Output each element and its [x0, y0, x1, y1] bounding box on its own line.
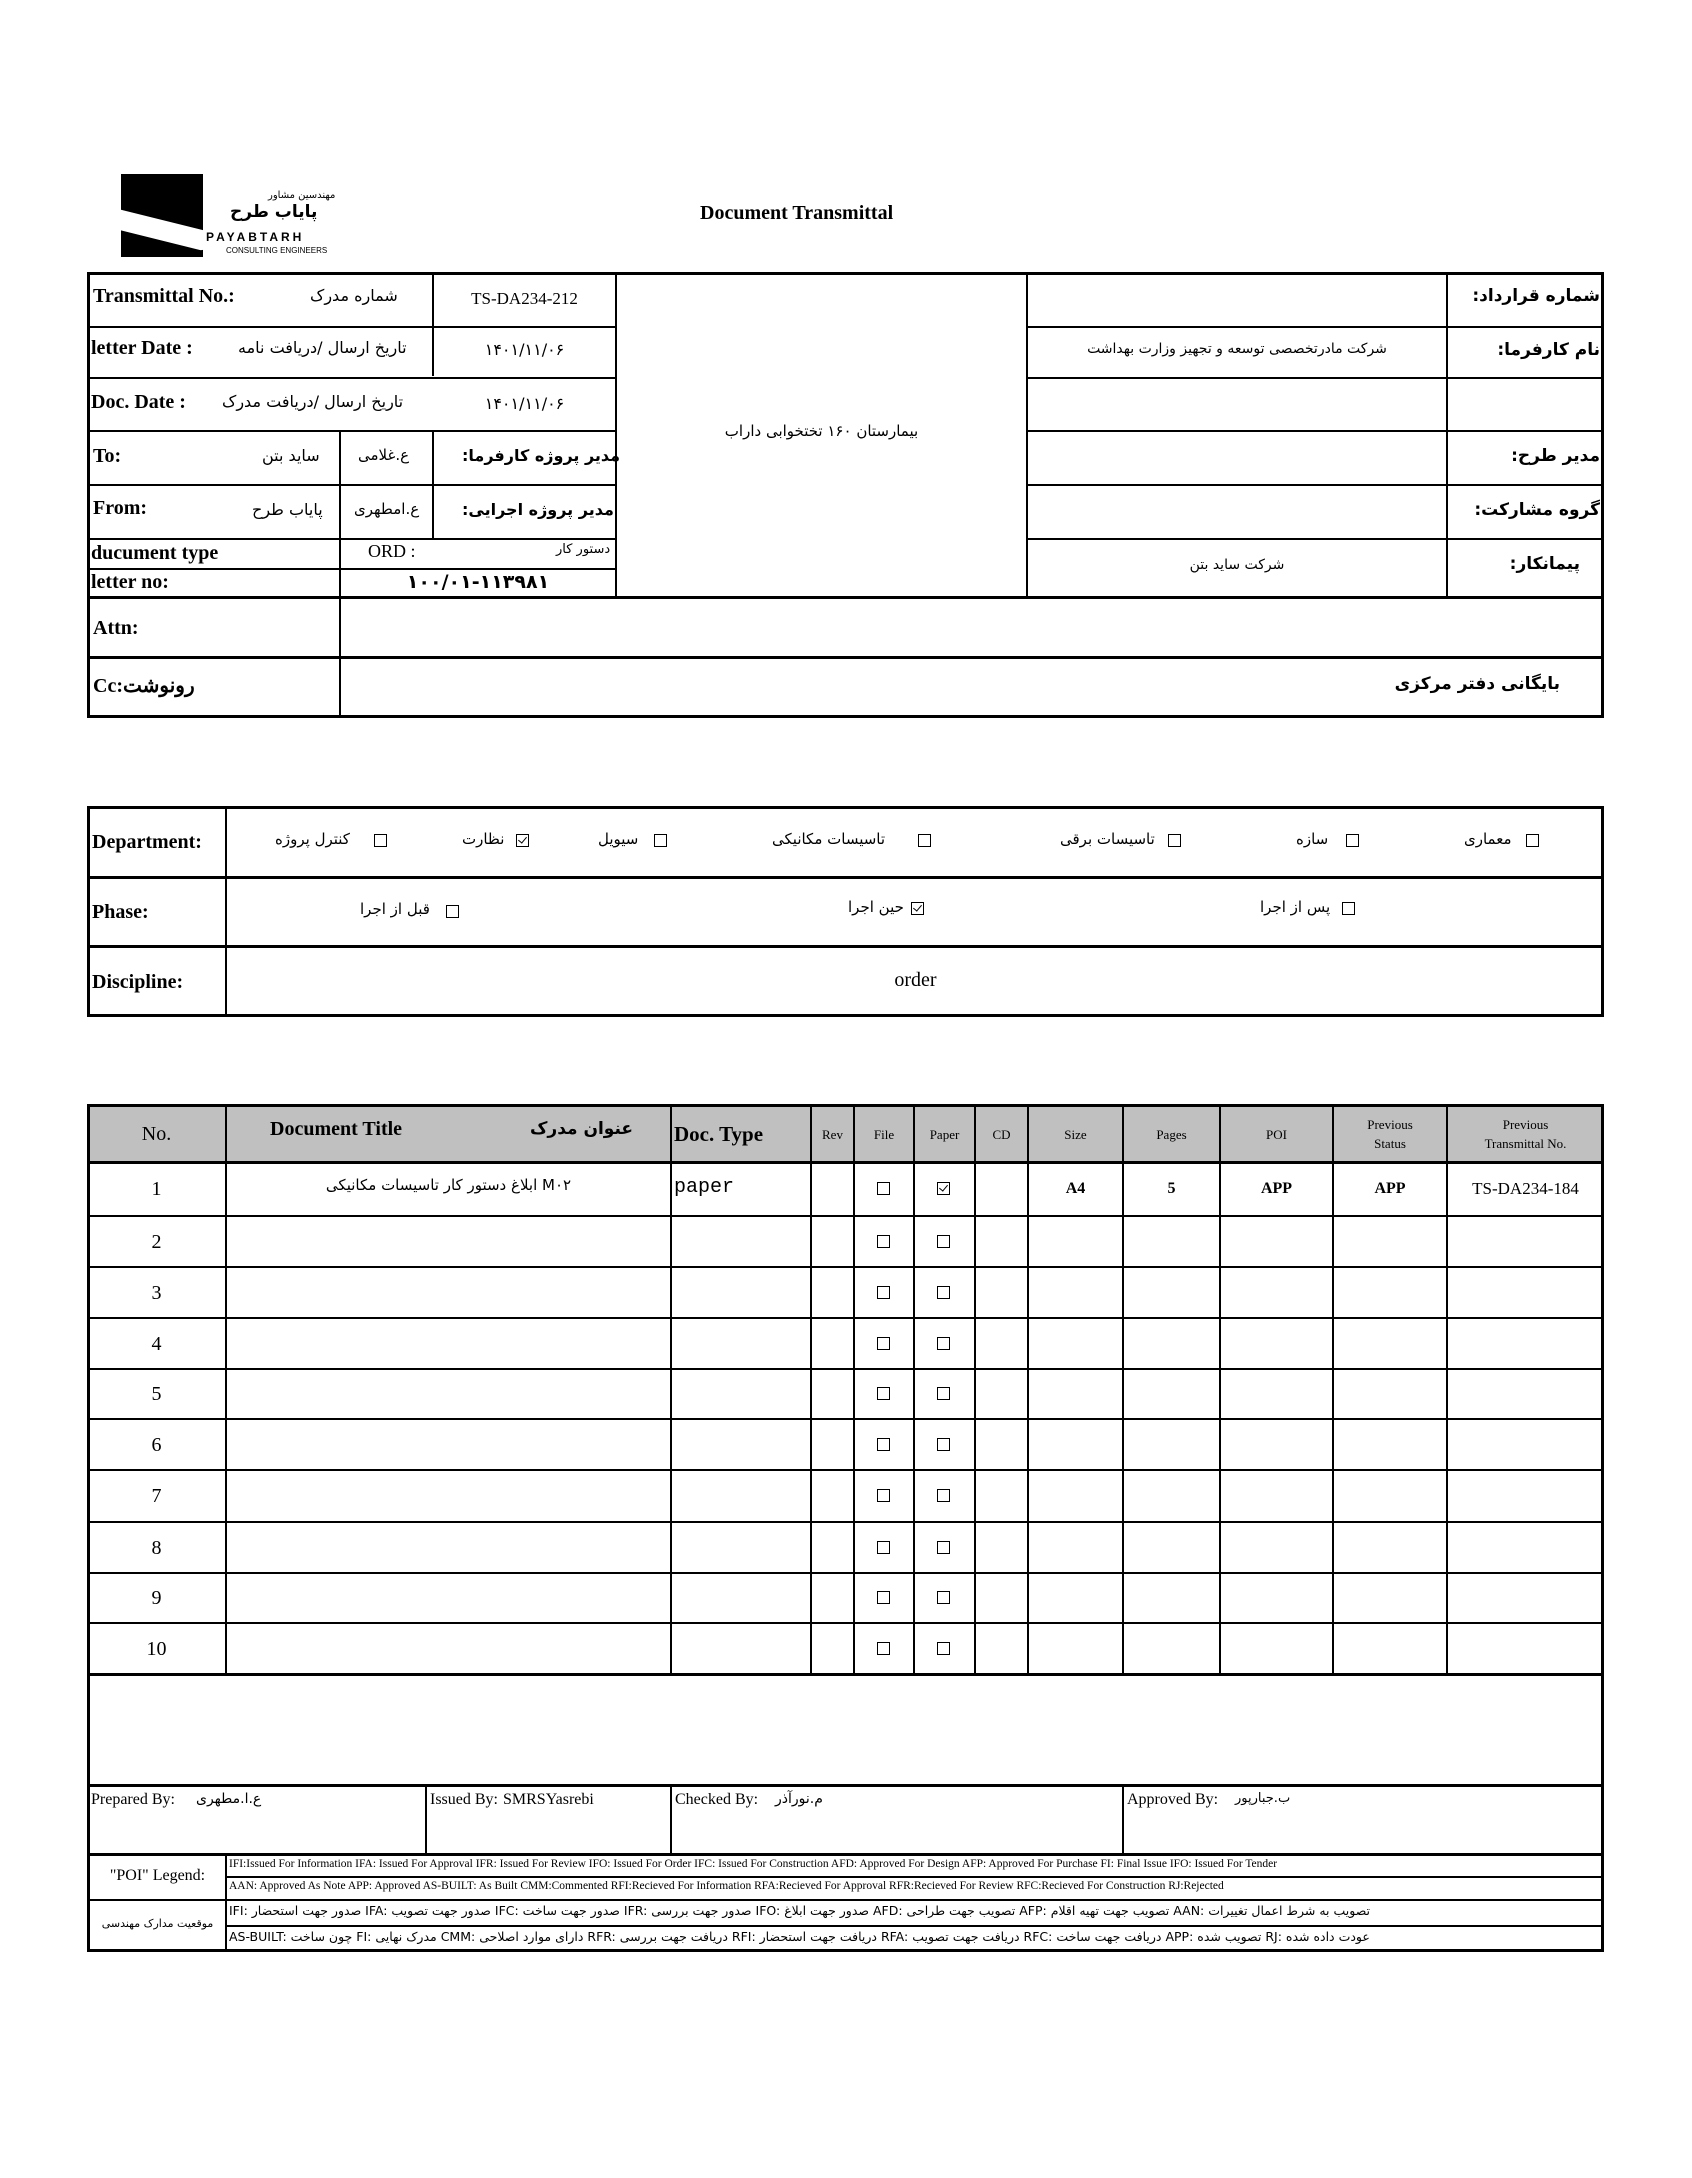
poi-legend-label: "POI" Legend: [109, 1867, 206, 1884]
col-title-header-fa: عنوان مدرک [530, 1119, 634, 1139]
letter-date-value: ۱۴۰۱/۱۱/۰۶ [484, 340, 565, 359]
col-rev-header: Rev [822, 1127, 843, 1142]
phase-during-label: حین اجرا [848, 898, 904, 916]
phase-after-checkbox[interactable] [1342, 902, 1355, 915]
row-file-checkbox[interactable] [877, 1591, 890, 1604]
row-file-checkbox[interactable] [877, 1337, 890, 1350]
status-legend-line-2: AS-BUILT: چون ساخت FI: مدرک نهایی CMM: دارای موارد اصلاحی RFR: دریافت جهت بررسی RFI: دریافت جهت استحضار RFA: دریافت جهت تصویب RFC: دریافت جهت ساخت APP: تصویب شده RJ: عودت داده شده [229, 1929, 1370, 1944]
row-paper-checkbox[interactable] [937, 1235, 950, 1248]
logo-subtitle-fa: مهندسین مشاور [268, 190, 336, 201]
poi-legend-line-2: AAN: Approved As Note APP: Approved AS-BUILT: As Built CMM:Commented RFI:Recieved For Information RFA:Recieved For Approval RFR:Recieved For Review RFC:Recieved For Construction RJ:Rejected [229, 1880, 1224, 1892]
logo-swoosh-icon [121, 208, 203, 252]
logo-name-en: PAYABTARH [206, 230, 305, 244]
to-role: مدیر پروژه کارفرما: [462, 446, 621, 465]
discipline-label: Discipline: [92, 971, 184, 993]
col-prev-transmittal-header-1: Previous [1502, 1117, 1549, 1132]
to-label: To: [93, 445, 122, 467]
contract-no-label: شماره قرارداد: [1472, 286, 1600, 306]
row-no: 2 [151, 1231, 162, 1253]
col-prev-transmittal-header-2: Transmittal No. [1484, 1136, 1567, 1151]
to-company: ساید بتن [262, 446, 320, 465]
row-paper-checkbox[interactable] [937, 1337, 950, 1350]
contractor-value: شرکت ساید بتن [1189, 557, 1285, 573]
department-mechanical-checkbox[interactable] [918, 834, 931, 847]
doc-type-label: ducument type [91, 542, 219, 564]
discipline-value: order [894, 969, 937, 991]
row-file-checkbox[interactable] [877, 1541, 890, 1554]
col-file-header: File [873, 1127, 895, 1142]
department-project-control-label: کنترل پروژه [275, 830, 350, 848]
row-paper-checkbox[interactable] [937, 1541, 950, 1554]
issued-by-label: Issued By: [430, 1791, 498, 1808]
col-size-header: Size [1064, 1127, 1087, 1142]
phase-label: Phase: [92, 901, 149, 923]
employer-label: نام کارفرما: [1497, 340, 1600, 360]
logo-subtitle-en: CONSULTING ENGINEERS [226, 246, 328, 255]
department-structure-checkbox[interactable] [1346, 834, 1359, 847]
row-no: 10 [146, 1638, 167, 1660]
row-file-checkbox[interactable] [877, 1642, 890, 1655]
partnership-label: گروه مشارکت: [1474, 500, 1600, 520]
status-legend-label: موقعیت مدارک مهندسی [101, 1917, 214, 1930]
department-supervision-checkbox[interactable] [516, 834, 529, 847]
row-file-checkbox[interactable] [877, 1438, 890, 1451]
phase-during-checkbox[interactable] [911, 902, 924, 915]
row-paper-checkbox[interactable] [937, 1642, 950, 1655]
letter-date-label: letter Date : [91, 337, 193, 359]
contractor-label: پیمانکار: [1509, 554, 1580, 574]
phase-before-label: قبل از اجرا [360, 900, 430, 918]
col-prev-status-header-2: Status [1374, 1136, 1406, 1151]
row-paper-checkbox[interactable] [937, 1182, 950, 1195]
doc-date-label-fa: تاریخ ارسال /دریافت مدرک [222, 392, 404, 411]
department-electrical-label: تاسیسات برقی [1060, 830, 1155, 848]
project-manager-label: مدیر طرح: [1511, 446, 1600, 466]
transmittal-no-value: TS-DA234-212 [471, 289, 578, 308]
poi-legend-line-1: IFI:Issued For Information IFA: Issued For Approval IFR: Issued For Review IFO: Issued For Order IFC: Issued For Construction AFD: Approved For Design AFP: Approved For Purchase FI: Final Issue IFO: Issued For Tender [229, 1858, 1278, 1870]
department-architecture-checkbox[interactable] [1526, 834, 1539, 847]
cc-value: بایگانی دفتر مرکزی [1394, 674, 1560, 694]
row-file-checkbox[interactable] [877, 1286, 890, 1299]
row-doc-type: paper [674, 1176, 735, 1199]
row-paper-checkbox[interactable] [937, 1387, 950, 1400]
row-no: 8 [151, 1537, 162, 1559]
approved-by-value: ب.جبارپور [1235, 1791, 1291, 1806]
col-poi-header: POI [1266, 1127, 1287, 1142]
department-civil-checkbox[interactable] [654, 834, 667, 847]
prepared-by-label: Prepared By: [91, 1791, 175, 1808]
row-no: 3 [151, 1282, 162, 1304]
phase-before-checkbox[interactable] [446, 905, 459, 918]
row-file-checkbox[interactable] [877, 1235, 890, 1248]
letter-date-label-fa: تاریخ ارسال /دریافت نامه [238, 338, 407, 357]
department-project-control-checkbox[interactable] [374, 834, 387, 847]
from-role: مدیر پروژه اجرایی: [462, 500, 614, 519]
department-label: Department: [92, 831, 202, 853]
prepared-by-value: ع.ا.مطهری [196, 1791, 262, 1807]
checked-by-value: م.نورآذر [775, 1791, 823, 1807]
from-person: ع.امطهری [354, 500, 420, 518]
letter-no-label: letter no: [91, 571, 169, 593]
doc-date-label: Doc. Date : [91, 391, 186, 413]
col-doctype-header: Doc. Type [674, 1122, 764, 1146]
doc-type-fa: دستور کار [556, 542, 611, 557]
row-no: 1 [151, 1178, 162, 1200]
col-title-header-en: Document Title [270, 1118, 403, 1140]
to-person: ع.غلامی [358, 446, 410, 464]
department-mechanical-label: تاسیسات مکانیکی [772, 830, 886, 848]
logo-name-fa: پایاب طرح [230, 202, 318, 222]
doc-date-value: ۱۴۰۱/۱۱/۰۶ [484, 394, 565, 413]
row-paper-checkbox[interactable] [937, 1591, 950, 1604]
col-cd-header: CD [992, 1127, 1011, 1142]
department-supervision-label: نظارت [462, 830, 505, 848]
documents-frame [87, 1104, 1604, 1952]
row-pages: 5 [1167, 1180, 1176, 1197]
cc-label: Cc:رونوشت [93, 675, 195, 697]
row-no: 9 [151, 1587, 162, 1609]
letter-no-value: ۱۰۰/۰۱-۱۱۳۹۸۱ [406, 571, 550, 593]
row-file-checkbox[interactable] [877, 1489, 890, 1502]
employer-value: شرکت مادرتخصصی توسعه و تجهیز وزارت بهداشت [1087, 341, 1387, 357]
department-electrical-checkbox[interactable] [1168, 834, 1181, 847]
col-pages-header: Pages [1156, 1127, 1187, 1142]
issued-by-value: SMRSYasrebi [503, 1791, 594, 1808]
row-poi: APP [1260, 1180, 1293, 1197]
company-logo [121, 174, 203, 257]
page-title: Document Transmittal [700, 202, 894, 224]
from-label: From: [93, 497, 148, 519]
row-no: 5 [151, 1383, 162, 1405]
checked-by-label: Checked By: [675, 1791, 759, 1808]
department-structure-label: سازه [1296, 830, 1329, 848]
row-prev-transmittal: TS-DA234-184 [1472, 1179, 1579, 1198]
row-paper-checkbox[interactable] [937, 1489, 950, 1502]
col-no-header: No. [141, 1123, 172, 1145]
row-paper-checkbox[interactable] [937, 1286, 950, 1299]
approved-by-label: Approved By: [1127, 1791, 1219, 1808]
transmittal-no-label: Transmittal No.: [93, 285, 235, 307]
row-file-checkbox[interactable] [877, 1387, 890, 1400]
transmittal-no-label-fa: شماره مدرک [310, 286, 398, 305]
project-name: بیمارستان ۱۶۰ تختخوابی داراب [724, 422, 919, 440]
row-paper-checkbox[interactable] [937, 1438, 950, 1451]
attn-label: Attn: [93, 617, 139, 639]
status-legend-line-1: IFI: صدور جهت استحضار IFA: صدور جهت تصویب IFC: صدور جهت ساخت IFR: صدور جهت بررسی IFO: صدور جهت ابلاغ AFD: تصویب جهت طراحی AFP: تصویب جهت تهیه اقلام AAN: تصویب به شرط اعمال تغییرات [229, 1903, 1371, 1918]
department-civil-label: سیویل [598, 830, 639, 848]
row-no: 4 [151, 1333, 162, 1355]
doc-type-code: ORD : [368, 541, 416, 561]
row-size: A4 [1065, 1180, 1086, 1197]
department-architecture-label: معماری [1464, 830, 1512, 848]
row-file-checkbox[interactable] [877, 1182, 890, 1195]
col-paper-header: Paper [929, 1127, 960, 1142]
row-title: ابلاغ دستور کار تاسیسات مکانیکی M۰۲ [325, 1176, 572, 1194]
phase-after-label: پس از اجرا [1260, 898, 1331, 916]
col-prev-status-header-1: Previous [1367, 1117, 1413, 1132]
row-no: 6 [151, 1434, 162, 1456]
row-no: 7 [151, 1485, 162, 1507]
row-prev-status: APP [1374, 1180, 1406, 1197]
from-company: پایاب طرح [252, 500, 323, 519]
